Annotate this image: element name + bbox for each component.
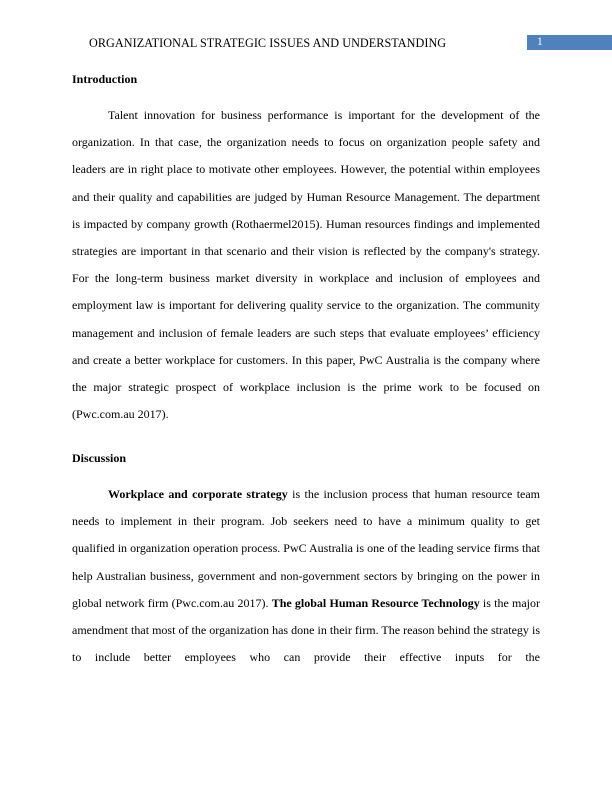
running-header-title: ORGANIZATIONAL STRATEGIC ISSUES AND UNDERSTANDING [89, 36, 447, 50]
discussion-paragraph [72, 481, 540, 671]
introduction-text: Talent innovation for business performance is important for the development of the organization. In that case, the organization needs to focus on organization people safety and leaders are in right place to motivate other employees. However, the potential within employees and their quality and capabilities are judged by Human Resource Management. The department is impacted by company growth (Rothaermel2015). Human resources findings and implemented strategies are important in that scenario and their vision is reflected by the company's strategy. For the long-term business market diversity in workplace and inclusion of employees and employment law is important for delivering quality service to the organization. The community management and inclusion of female leaders are such steps that evaluate employees’ efficiency and create a better workplace for customers. In this paper, PwC Australia is the company where the major strategic prospect of workplace inclusion is the prime work to be focused on (Pwc.com.au 2017). [72, 108, 540, 422]
page-number-box [527, 35, 612, 50]
discussion-heading: Discussion [72, 451, 127, 465]
discussion-bold-term-1: Workplace and corporate strategy [108, 487, 288, 501]
page-number: 1 [537, 36, 543, 48]
discussion-text-1: is the inclusion process that human resource team needs to implement in their program. Job seekers need to have a minimum quality to get qualified in organization operation process. PwC Australia is one of the leading service firms that help Australian business, government and non-government sectors by bringing on the power in global network firm (Pwc.com.au 2017). [72, 487, 541, 610]
discussion-bold-term-2: The global Human Resource Technology [271, 595, 480, 610]
introduction-paragraph [72, 102, 540, 428]
introduction-heading: Introduction [72, 72, 138, 86]
discussion-text-2: is the major amendment that most of the organization has done in their firm. The reason behind the strategy is to include better employees who can provide their effective inputs for the [72, 595, 541, 665]
